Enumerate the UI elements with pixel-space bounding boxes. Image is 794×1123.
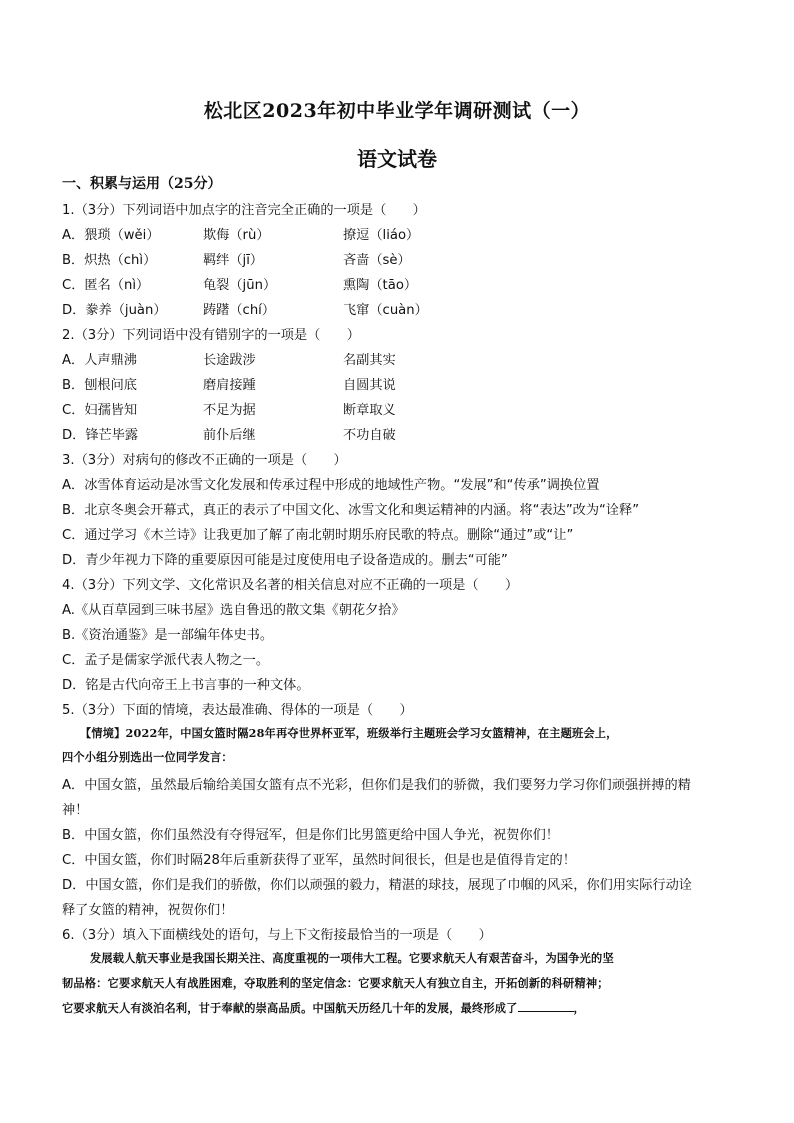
q1-option-a-1: A．猥琐（wěi） xyxy=(62,228,160,243)
q3-option-d: D．青少年视力下降的重要原因可能是过度使用电子设备造成的。删去“可能” xyxy=(62,553,508,568)
q2-option-a-2: 长途跋涉 xyxy=(203,353,256,368)
question-2-stem: 2.（3分）下列词语中没有错别字的一项是（ ） xyxy=(62,328,360,343)
q6-passage-comma: ， xyxy=(573,1001,585,1015)
q3-option-c: C．通过学习《木兰诗》让我更加了解了南北朝时期乐府民歌的特点。删除“通过”或“让” xyxy=(62,528,574,543)
fill-in-blank xyxy=(518,1001,574,1012)
q2-option-b-3: 自圆其说 xyxy=(343,378,396,393)
q2-option-d-1: D．锋芒毕露 xyxy=(62,428,139,443)
q1-option-d-2: 踌躇（chí） xyxy=(203,303,276,318)
q5-context-line-1: 【情境】2022年，中国女篮时隔28年再夺世界杯亚军，班级举行主题班会学习女篮精神，在主题班会上， xyxy=(80,726,618,740)
q2-option-b-1: B．刨根问底 xyxy=(62,378,137,393)
q4-option-a: A.《从百草园到三味书屋》选自鲁迅的散文集《朝花夕拾》 xyxy=(62,603,405,618)
q5-option-a-cont: 神！ xyxy=(62,803,89,818)
q2-option-d-2: 前仆后继 xyxy=(203,428,256,443)
q1-option-d-3: 飞窜（cuàn） xyxy=(343,303,428,318)
exam-subtitle: 语文试卷 xyxy=(357,147,437,171)
question-4-stem: 4.（3分）下列文学、文化常识及名著的相关信息对应不正确的一项是（ ） xyxy=(62,578,519,593)
q2-option-d-3: 不功自破 xyxy=(343,428,396,443)
q4-option-c: C．孟子是儒家学派代表人物之一。 xyxy=(62,653,270,668)
q5-option-a: A．中国女篮，虽然最后输给美国女篮有点不光彩，但你们是我们的骄微，我们要努力学习你们顽强拼搏的精 xyxy=(62,778,691,793)
q1-option-c-3: 熏陶（tāo） xyxy=(343,278,418,293)
q6-passage-line-1: 发展载人航天事业是我国长期关注、高度重视的一项伟大工程。它要求航天人有艰苦奋斗，为国争光的坚 xyxy=(90,951,614,965)
q1-option-b-3: 吝啬（sè） xyxy=(343,253,411,268)
question-1-stem: 1.（3分）下列词语中加点字的注音完全正确的一项是（ ） xyxy=(62,203,426,218)
q5-option-d-cont: 释了女篮的精神，祝贺你们！ xyxy=(62,903,234,918)
q5-option-b: B．中国女篮，你们虽然没有夺得冠军，但是你们比男篮更给中国人争光，祝贺你们！ xyxy=(62,828,559,843)
q4-option-b: B.《资治通鉴》是一部编年体史书。 xyxy=(62,628,274,643)
question-3-stem: 3.（3分）对病句的修改不正确的一项是（ ） xyxy=(62,453,347,468)
q3-option-a: A．冰雪体育运动是冰雪文化发展和传承过程中形成的地域性产物。“发展”和“传承”调换位置 xyxy=(62,478,600,493)
q1-option-d-1: D．豢养（juàn） xyxy=(62,303,167,318)
q1-option-c-1: C．匿名（nì） xyxy=(62,278,150,293)
q2-option-c-1: C．妇孺皆知 xyxy=(62,403,138,418)
question-5-stem: 5.（3分）下面的情境，表达最准确、得体的一项是（ ） xyxy=(62,703,413,718)
q2-option-a-3: 名副其实 xyxy=(343,353,396,368)
q2-option-b-2: 磨肩接踵 xyxy=(203,378,256,393)
q5-context-line-2: 四个小组分别选出一位同学发言： xyxy=(62,750,233,764)
q5-option-d: D．中国女篮，你们是我们的骄傲，你们以顽强的毅力，精湛的球技，展现了巾帼的风采，你们用实际行动诠 xyxy=(62,878,692,893)
q4-option-d: D．铭是古代向帝王上书言事的一种文体。 xyxy=(62,678,310,693)
q1-option-a-2: 欺侮（rù） xyxy=(203,228,270,243)
q2-option-c-3: 断章取义 xyxy=(343,403,396,418)
q6-passage-line-2: 韧品格：它要求航天人有战胜困难，夺取胜利的坚定信念：它要求航天人有独立自主，开拓创新的科研精神； xyxy=(62,976,609,990)
q2-option-a-1: A．人声鼎沸 xyxy=(62,353,137,368)
question-6-stem: 6.（3分）填入下面横线处的语句，与上下文衔接最恰当的一项是（ ） xyxy=(62,928,492,943)
q6-passage-line-3 xyxy=(62,1000,585,1016)
q2-option-c-2: 不足为据 xyxy=(203,403,256,418)
q6-passage-line-3-text: 它要求航天人有淡泊名利，甘于奉献的崇高品质。中国航天历经几十年的发展，最终形成了 xyxy=(62,1001,518,1015)
q1-option-c-2: 龟裂（jūn） xyxy=(203,278,277,293)
q1-option-b-1: B．炽热（chì） xyxy=(62,253,157,268)
q5-option-c: C．中国女篮，你们时隔28年后重新获得了亚军，虽然时间很长，但是也是值得肯定的！ xyxy=(62,853,576,868)
q3-option-b: B．北京冬奥会开幕式，真正的表示了中国文化、冰雪文化和奥运精神的内涵。将“表达”改为“诠释” xyxy=(62,503,640,518)
q1-option-a-3: 撩逗（liáo） xyxy=(343,228,420,243)
section-title: 一、积累与运用（25分） xyxy=(62,176,222,192)
exam-title: 松北区2023年初中毕业学年调研测试（一） xyxy=(203,100,591,122)
q1-option-b-2: 羁绊（jī） xyxy=(203,253,264,268)
